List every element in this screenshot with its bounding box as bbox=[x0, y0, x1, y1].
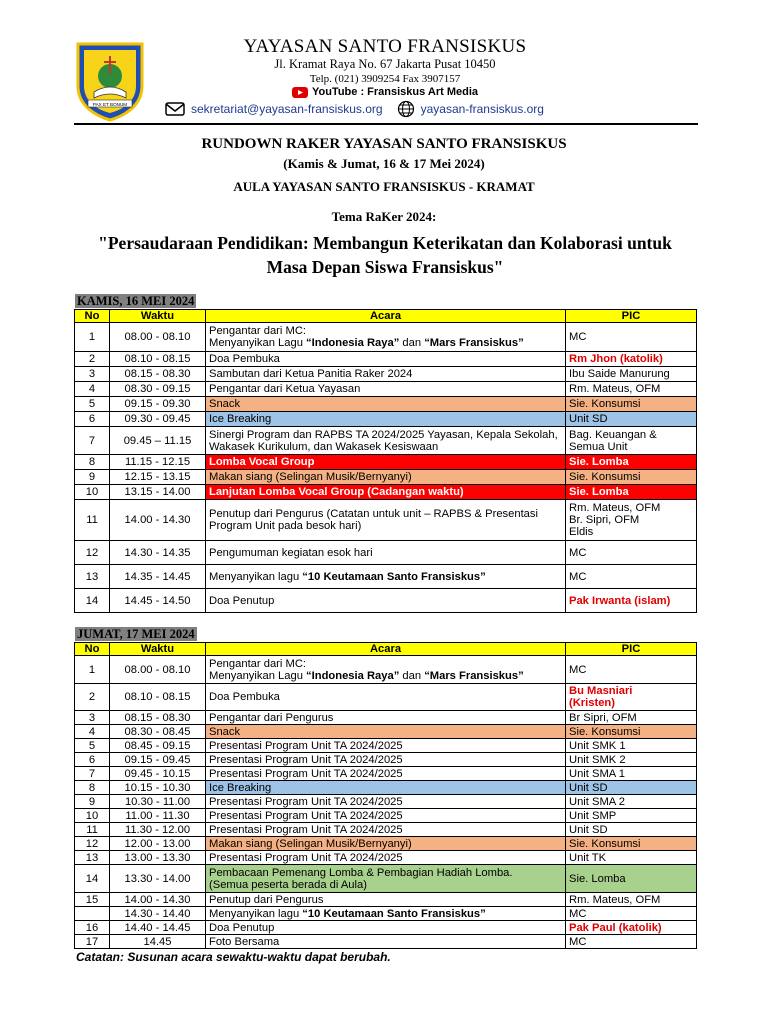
col-header-pic: PIC bbox=[566, 643, 697, 656]
org-name: YAYASAN SANTO FRANSISKUS bbox=[243, 36, 527, 57]
footnote: Catatan: Susunan acara sewaktu-waktu dapat berubah. bbox=[76, 950, 391, 964]
event-text: dan bbox=[399, 337, 425, 349]
contact-line bbox=[165, 100, 605, 118]
col-header-pic: PIC bbox=[566, 310, 697, 323]
pic-line: Eldis bbox=[569, 526, 594, 538]
day1-schedule-table bbox=[74, 309, 697, 613]
row-event: Snack bbox=[206, 397, 566, 412]
row-no: 14 bbox=[75, 589, 110, 613]
col-header-no: No bbox=[75, 643, 110, 656]
row-no: 13 bbox=[75, 565, 110, 589]
event-line: Pembacaan Pemenang Lomba & Pembagian Hadiah Lomba. bbox=[209, 866, 513, 879]
row-no: 7 bbox=[75, 767, 110, 781]
row-time: 11.15 - 12.15 bbox=[110, 455, 206, 470]
event-line bbox=[209, 670, 562, 682]
event-line: Pengantar dari MC: bbox=[209, 657, 307, 670]
row-pic: MC bbox=[566, 565, 697, 589]
row-event: Foto Bersama bbox=[206, 935, 566, 949]
event-text: Menyanyikan lagu bbox=[209, 570, 303, 583]
row-event: Presentasi Program Unit TA 2024/2025 bbox=[206, 823, 566, 837]
row-time: 08.15 - 08.30 bbox=[110, 711, 206, 725]
row-no: 2 bbox=[75, 352, 110, 367]
table-row bbox=[75, 837, 697, 851]
pic-line: Bag. Keuangan & bbox=[569, 428, 657, 441]
event-text: Menyanyikan Lagu bbox=[209, 337, 307, 349]
row-event: Makan siang (Selingan Musik/Bernyanyi) bbox=[206, 470, 566, 485]
row-no: 6 bbox=[75, 412, 110, 427]
table-row bbox=[75, 500, 697, 541]
row-time: 14.00 - 14.30 bbox=[110, 893, 206, 907]
row-pic: Rm. Mateus, OFM bbox=[566, 893, 697, 907]
pic-line: Br. Sipri, OFM bbox=[569, 514, 640, 526]
table-header-row bbox=[75, 643, 697, 656]
row-time: 08.30 - 09.15 bbox=[110, 382, 206, 397]
website-link[interactable]: yayasan-fransiskus.org bbox=[420, 102, 544, 116]
row-pic: Sie. Konsumsi bbox=[566, 470, 697, 485]
theme-label: Tema RaKer 2024: bbox=[331, 209, 437, 224]
row-no: 11 bbox=[75, 823, 110, 837]
row-event bbox=[206, 656, 566, 684]
theme-text bbox=[80, 231, 690, 279]
table-row bbox=[75, 323, 697, 352]
row-event: Doa Penutup bbox=[206, 589, 566, 613]
event-text: Menyanyikan Lagu bbox=[209, 669, 307, 682]
row-event: Penutup dari Pengurus (Catatan untuk unit – RAPBS & Presentasi Program Unit pada besok hari) bbox=[206, 500, 566, 541]
logo-text: PAX ET BONUM bbox=[92, 101, 128, 107]
col-header-no: No bbox=[75, 310, 110, 323]
row-time: 08.10 - 08.15 bbox=[110, 684, 206, 711]
org-phone: Telp. (021) 3909254 Fax 3907157 bbox=[309, 73, 461, 85]
table-row bbox=[75, 656, 697, 684]
row-no bbox=[75, 907, 110, 921]
row-event: Pengumuman kegiatan esok hari bbox=[206, 541, 566, 565]
row-no: 10 bbox=[75, 485, 110, 500]
row-no: 3 bbox=[75, 367, 110, 382]
table-row bbox=[75, 851, 697, 865]
row-pic: Pak Irwanta (islam) bbox=[566, 589, 697, 613]
row-event bbox=[206, 565, 566, 589]
row-time: 08.45 - 09.15 bbox=[110, 739, 206, 753]
row-time: 10.15 - 10.30 bbox=[110, 781, 206, 795]
row-time: 08.00 - 08.10 bbox=[110, 656, 206, 684]
col-header-acara: Acara bbox=[206, 643, 566, 656]
row-time: 14.35 - 14.45 bbox=[110, 565, 206, 589]
row-event bbox=[206, 865, 566, 893]
row-no: 4 bbox=[75, 382, 110, 397]
row-time: 14.45 - 14.50 bbox=[110, 589, 206, 613]
youtube-label: YouTube : Fransiskus Art Media bbox=[311, 86, 479, 98]
row-time: 08.15 - 08.30 bbox=[110, 367, 206, 382]
row-no: 12 bbox=[75, 837, 110, 851]
event-text: dan bbox=[399, 669, 425, 682]
youtube-line bbox=[170, 86, 600, 98]
row-pic bbox=[566, 500, 697, 541]
row-pic: Unit SMA 2 bbox=[566, 795, 697, 809]
row-time: 09.45 – 11.15 bbox=[110, 427, 206, 455]
youtube-icon bbox=[292, 87, 308, 98]
row-time: 14.45 bbox=[110, 935, 206, 949]
row-time: 14.30 - 14.35 bbox=[110, 541, 206, 565]
table-row bbox=[75, 382, 697, 397]
row-event: Presentasi Program Unit TA 2024/2025 bbox=[206, 753, 566, 767]
row-no: 4 bbox=[75, 725, 110, 739]
row-pic: Ibu Saide Manurung bbox=[566, 367, 697, 382]
row-event: Pengantar dari Pengurus bbox=[206, 711, 566, 725]
row-no: 7 bbox=[75, 427, 110, 455]
row-pic: MC bbox=[566, 935, 697, 949]
row-event: Presentasi Program Unit TA 2024/2025 bbox=[206, 767, 566, 781]
document-venue: AULA YAYASAN SANTO FRANSISKUS - KRAMAT bbox=[233, 179, 535, 194]
row-no: 3 bbox=[75, 711, 110, 725]
row-time: 09.15 - 09.30 bbox=[110, 397, 206, 412]
theme-line-2: Masa Depan Siswa Fransiskus" bbox=[266, 257, 504, 277]
row-time: 14.00 - 14.30 bbox=[110, 500, 206, 541]
day1-label: KAMIS, 16 MEI 2024 bbox=[77, 294, 195, 308]
pic-line: Bu Masniari bbox=[569, 685, 633, 697]
pic-line: Rm. Mateus, OFM bbox=[569, 502, 661, 514]
row-time: 14.30 - 14.40 bbox=[110, 907, 206, 921]
table-row bbox=[75, 541, 697, 565]
row-no: 2 bbox=[75, 684, 110, 711]
col-header-acara: Acara bbox=[206, 310, 566, 323]
day2-schedule-table bbox=[74, 642, 697, 949]
pic-line: Semua Unit bbox=[569, 440, 628, 453]
table-row bbox=[75, 935, 697, 949]
table-row bbox=[75, 795, 697, 809]
row-time: 08.10 - 08.15 bbox=[110, 352, 206, 367]
row-event: Ice Breaking bbox=[206, 781, 566, 795]
row-time: 10.30 - 11.00 bbox=[110, 795, 206, 809]
row-no: 14 bbox=[75, 865, 110, 893]
row-pic: Unit SD bbox=[566, 781, 697, 795]
table-row bbox=[75, 781, 697, 795]
table-row bbox=[75, 865, 697, 893]
header-divider bbox=[74, 123, 698, 125]
row-time: 12.15 - 13.15 bbox=[110, 470, 206, 485]
table-row bbox=[75, 809, 697, 823]
table-row bbox=[75, 427, 697, 455]
row-time: 11.00 - 11.30 bbox=[110, 809, 206, 823]
row-event: Lanjutan Lomba Vocal Group (Cadangan waktu) bbox=[206, 485, 566, 500]
song-title: “10 Keutamaan Santo Fransiskus” bbox=[302, 907, 486, 920]
row-pic: MC bbox=[566, 541, 697, 565]
row-no: 1 bbox=[75, 656, 110, 684]
table-row bbox=[75, 921, 697, 935]
table-row bbox=[75, 739, 697, 753]
col-header-waktu: Waktu bbox=[110, 310, 206, 323]
table-row bbox=[75, 397, 697, 412]
row-pic: MC bbox=[566, 907, 697, 921]
row-time: 11.30 - 12.00 bbox=[110, 823, 206, 837]
row-pic: Br Sipri, OFM bbox=[566, 711, 697, 725]
row-pic: MC bbox=[566, 656, 697, 684]
row-no: 6 bbox=[75, 753, 110, 767]
table-row bbox=[75, 823, 697, 837]
org-address: Jl. Kramat Raya No. 67 Jakarta Pusat 10450 bbox=[274, 57, 496, 71]
row-pic: MC bbox=[566, 323, 697, 352]
table-row bbox=[75, 367, 697, 382]
table-row bbox=[75, 412, 697, 427]
row-event: Snack bbox=[206, 725, 566, 739]
row-event: Lomba Vocal Group bbox=[206, 455, 566, 470]
row-event: Makan siang (Selingan Musik/Bernyanyi) bbox=[206, 837, 566, 851]
row-no: 1 bbox=[75, 323, 110, 352]
row-no: 11 bbox=[75, 500, 110, 541]
song-title: “Mars Fransiskus” bbox=[424, 337, 524, 349]
row-time: 08.30 - 08.45 bbox=[110, 725, 206, 739]
row-event: Presentasi Program Unit TA 2024/2025 bbox=[206, 851, 566, 865]
row-event: Presentasi Program Unit TA 2024/2025 bbox=[206, 739, 566, 753]
pic-line: (Kristen) bbox=[569, 697, 615, 709]
row-pic: Sie. Konsumsi bbox=[566, 725, 697, 739]
row-event: Sambutan dari Ketua Panitia Raker 2024 bbox=[206, 367, 566, 382]
row-pic: Unit SD bbox=[566, 823, 697, 837]
row-event bbox=[206, 323, 566, 352]
song-title: “10 Keutamaan Santo Fransiskus” bbox=[302, 570, 486, 583]
row-event: Sinergi Program dan RAPBS TA 2024/2025 Yayasan, Kepala Sekolah, Wakasek Kurikulum, dan Wakasek Kesiswaan bbox=[206, 427, 566, 455]
row-event: Penutup dari Pengurus bbox=[206, 893, 566, 907]
row-pic bbox=[566, 427, 697, 455]
row-time: 12.00 - 13.00 bbox=[110, 837, 206, 851]
row-event: Doa Pembuka bbox=[206, 352, 566, 367]
table-row bbox=[75, 589, 697, 613]
table-row bbox=[75, 753, 697, 767]
row-event: Doa Pembuka bbox=[206, 684, 566, 711]
row-no: 17 bbox=[75, 935, 110, 949]
table-header-row bbox=[75, 310, 697, 323]
row-time: 09.45 - 10.15 bbox=[110, 767, 206, 781]
row-time: 13.30 - 14.00 bbox=[110, 865, 206, 893]
globe-icon bbox=[397, 100, 415, 118]
table-row bbox=[75, 711, 697, 725]
col-header-waktu: Waktu bbox=[110, 643, 206, 656]
row-event bbox=[206, 907, 566, 921]
table-row bbox=[75, 455, 697, 470]
row-no: 8 bbox=[75, 781, 110, 795]
row-pic: Sie. Lomba bbox=[566, 485, 697, 500]
row-pic: Unit SD bbox=[566, 412, 697, 427]
row-pic: Sie. Lomba bbox=[566, 455, 697, 470]
theme-line-1: "Persaudaraan Pendidikan: Membangun Keterikatan dan Kolaborasi untuk bbox=[98, 233, 672, 253]
row-no: 9 bbox=[75, 795, 110, 809]
table-row bbox=[75, 352, 697, 367]
row-pic: Pak Paul (katolik) bbox=[566, 921, 697, 935]
email-link[interactable]: sekretariat@yayasan-fransiskus.org bbox=[191, 102, 383, 116]
document-title: RUNDOWN RAKER YAYASAN SANTO FRANSISKUS bbox=[201, 136, 567, 152]
row-pic bbox=[566, 684, 697, 711]
row-no: 12 bbox=[75, 541, 110, 565]
row-time: 08.00 - 08.10 bbox=[110, 323, 206, 352]
row-pic: Unit SMA 1 bbox=[566, 767, 697, 781]
event-line bbox=[209, 337, 562, 349]
row-pic: Unit SMK 1 bbox=[566, 739, 697, 753]
table-row bbox=[75, 485, 697, 500]
foundation-logo bbox=[74, 40, 146, 122]
row-pic: Rm. Mateus, OFM bbox=[566, 382, 697, 397]
row-event: Presentasi Program Unit TA 2024/2025 bbox=[206, 809, 566, 823]
row-no: 5 bbox=[75, 739, 110, 753]
song-title: “Mars Fransiskus” bbox=[424, 669, 524, 682]
table-row bbox=[75, 907, 697, 921]
row-no: 16 bbox=[75, 921, 110, 935]
row-pic: Unit SMP bbox=[566, 809, 697, 823]
table-row bbox=[75, 767, 697, 781]
event-text: Menyanyikan lagu bbox=[209, 907, 303, 920]
row-event: Pengantar dari Ketua Yayasan bbox=[206, 382, 566, 397]
event-line: Pengantar dari MC: bbox=[209, 325, 307, 337]
row-pic: Rm Jhon (katolik) bbox=[566, 352, 697, 367]
row-no: 15 bbox=[75, 893, 110, 907]
row-event: Presentasi Program Unit TA 2024/2025 bbox=[206, 795, 566, 809]
row-no: 9 bbox=[75, 470, 110, 485]
row-pic: Sie. Konsumsi bbox=[566, 837, 697, 851]
row-time: 13.15 - 14.00 bbox=[110, 485, 206, 500]
row-no: 10 bbox=[75, 809, 110, 823]
song-title: “Indonesia Raya” bbox=[306, 337, 400, 349]
table-row bbox=[75, 725, 697, 739]
event-line: (Semua peserta berada di Aula) bbox=[209, 878, 367, 891]
email-icon bbox=[165, 101, 185, 117]
document-date: (Kamis & Jumat, 16 & 17 Mei 2024) bbox=[283, 156, 485, 171]
table-row bbox=[75, 565, 697, 589]
row-time: 09.30 - 09.45 bbox=[110, 412, 206, 427]
row-pic: Unit SMK 2 bbox=[566, 753, 697, 767]
day2-label: JUMAT, 17 MEI 2024 bbox=[77, 627, 195, 641]
table-row bbox=[75, 684, 697, 711]
row-event: Doa Penutup bbox=[206, 921, 566, 935]
row-pic: Sie. Konsumsi bbox=[566, 397, 697, 412]
row-time: 14.40 - 14.45 bbox=[110, 921, 206, 935]
table-row bbox=[75, 893, 697, 907]
row-time: 09.15 - 09.45 bbox=[110, 753, 206, 767]
row-pic: Unit TK bbox=[566, 851, 697, 865]
row-pic: Sie. Lomba bbox=[566, 865, 697, 893]
row-no: 13 bbox=[75, 851, 110, 865]
table-row bbox=[75, 470, 697, 485]
row-event: Ice Breaking bbox=[206, 412, 566, 427]
row-no: 8 bbox=[75, 455, 110, 470]
song-title: “Indonesia Raya” bbox=[306, 669, 400, 682]
row-no: 5 bbox=[75, 397, 110, 412]
row-time: 13.00 - 13.30 bbox=[110, 851, 206, 865]
